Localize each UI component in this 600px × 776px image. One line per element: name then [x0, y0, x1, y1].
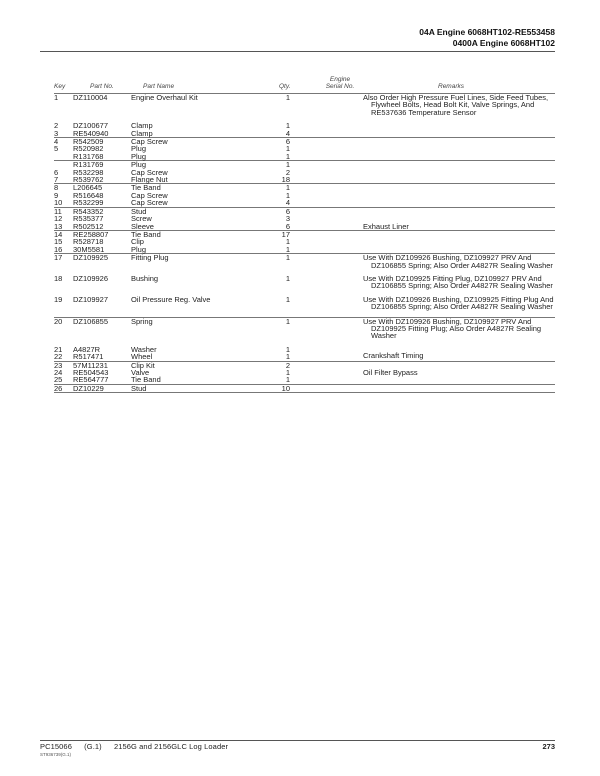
- serial-cell: [290, 238, 363, 245]
- parts-table: [54, 94, 555, 393]
- serial-cell: [290, 275, 363, 296]
- part-name-cell: Stud: [131, 206, 147, 216]
- part-no-cell: DZ100677: [73, 121, 109, 131]
- serial-cell: [290, 199, 363, 207]
- part-no-cell: RE540940: [73, 130, 131, 138]
- serial-cell: [290, 153, 363, 161]
- remarks-line: DZ106855 Spring; Also Order A4827R Sealing Washer: [371, 302, 553, 312]
- doc-id: PC15066: [40, 742, 72, 751]
- key-cell: 17: [54, 253, 63, 263]
- part-no-cell: R543352: [73, 206, 104, 216]
- part-name-cell: Valve: [131, 368, 150, 377]
- qty-cell: 10: [254, 384, 290, 392]
- qty-cell: 1: [254, 246, 290, 254]
- part-no-cell: R539762: [73, 176, 131, 184]
- table-row: [54, 176, 555, 184]
- remarks-cell: [363, 207, 555, 215]
- qty-cell: 1: [285, 121, 290, 131]
- serial-cell: [290, 384, 363, 392]
- qty-cell: 2: [285, 360, 290, 370]
- remarks-line: Flywheel Bolts, Head Bolt Kit, Valve Springs, And: [371, 100, 535, 110]
- table-row: [54, 369, 555, 376]
- part-name-cell: Oil Pressure Reg. Valve: [131, 296, 254, 317]
- part-name-cell: Plug: [131, 144, 147, 154]
- table-row: [54, 361, 555, 369]
- key-cell: 1: [54, 93, 59, 102]
- table-row: [54, 384, 555, 392]
- part-name-cell: Plug: [131, 160, 147, 170]
- qty-cell: 3: [285, 214, 290, 224]
- qty-cell: 1: [254, 153, 290, 161]
- key-cell: 12: [54, 214, 63, 224]
- key-cell: 22: [54, 353, 73, 361]
- part-no-cell: R131769: [73, 160, 104, 170]
- table-row: [54, 238, 555, 245]
- part-no-cell: DZ106855: [73, 316, 109, 326]
- key-cell: 15: [54, 237, 63, 247]
- part-name-cell: Stud: [131, 384, 254, 392]
- serial-cell: [290, 145, 363, 152]
- remarks-cell: [363, 138, 555, 146]
- part-no-cell: DZ109925: [73, 253, 109, 263]
- col-qty: Qty.: [279, 83, 291, 90]
- qty-cell: 1: [254, 376, 290, 384]
- part-name-cell: Tie Band: [131, 376, 254, 384]
- part-no-cell: R532298: [73, 167, 104, 177]
- serial-cell: [290, 296, 363, 317]
- serial-cell: [290, 215, 363, 222]
- qty-cell: 6: [285, 137, 290, 147]
- part-name-cell: Bushing: [131, 273, 159, 283]
- part-no-cell: DZ109926: [73, 273, 109, 283]
- qty-cell: 1: [285, 368, 290, 377]
- remarks-cell: [363, 153, 555, 161]
- serial-cell: [290, 317, 363, 346]
- table-row: [54, 215, 555, 222]
- key-cell: 13: [54, 223, 73, 231]
- part-name-cell: Wheel: [131, 353, 254, 361]
- part-no-cell: R516648: [73, 190, 104, 200]
- remarks-cell: [363, 275, 555, 296]
- serial-cell: [290, 230, 363, 238]
- serial-cell: [290, 169, 363, 176]
- qty-cell: 4: [254, 199, 290, 207]
- remarks-cell: [363, 369, 555, 376]
- remarks-line: Also Order High Pressure Fuel Lines, Side Feed Tubes,: [363, 93, 549, 102]
- remarks-line: DZ106855 Spring; Also Order A4827R Sealing Washer: [371, 281, 553, 291]
- key-cell: 9: [54, 190, 59, 200]
- part-no-cell: R528718: [73, 237, 104, 247]
- serial-cell: [290, 192, 363, 199]
- key-cell: 20: [54, 316, 63, 326]
- table-row: [54, 353, 555, 361]
- table-row: [54, 254, 555, 275]
- remarks-cell: [363, 238, 555, 245]
- table-row: [54, 296, 555, 317]
- part-name-cell: Spring: [131, 316, 153, 326]
- key-cell: 18: [54, 273, 63, 283]
- table-row: [54, 184, 555, 192]
- qty-cell: 1: [285, 93, 290, 102]
- remarks-cell: [363, 223, 555, 231]
- serial-cell: [290, 254, 363, 275]
- remarks-line: DZ109925 Fitting Plug; Also Order A4827R Sealing: [371, 323, 542, 333]
- part-no-cell: DZ110004: [73, 93, 108, 102]
- part-name-cell: Cap Screw: [131, 190, 168, 200]
- qty-cell: 17: [281, 229, 290, 239]
- part-no-cell: R131768: [73, 153, 131, 161]
- remarks-cell: [363, 296, 555, 317]
- table-row: [54, 223, 555, 231]
- remarks-line: RE537636 Temperature Sensor: [371, 107, 477, 117]
- qty-cell: 1: [254, 296, 290, 317]
- key-cell: 5: [54, 144, 59, 154]
- part-name-cell: Screw: [131, 214, 152, 224]
- table-row: [54, 153, 555, 161]
- part-no-cell: RE258807: [73, 229, 109, 239]
- remarks-cell: [363, 130, 555, 138]
- table-row: [54, 199, 555, 207]
- qty-cell: 1: [285, 183, 290, 193]
- key-cell: 8: [54, 183, 59, 193]
- part-name-cell: Cap Screw: [131, 167, 168, 177]
- part-no-cell: R535377: [73, 214, 104, 224]
- column-headers: [40, 72, 555, 92]
- remarks-line: Use With DZ109925 Fitting Plug, DZ109927 PRV And: [363, 273, 542, 283]
- serial-cell: [290, 346, 363, 353]
- key-cell: 16: [54, 246, 73, 254]
- page-footer: [40, 742, 238, 757]
- serial-cell: [290, 176, 363, 184]
- remarks-cell: [363, 176, 555, 184]
- col-key: Key: [54, 83, 66, 90]
- qty-cell: 1: [285, 237, 290, 247]
- part-name-cell: Plug: [131, 153, 254, 161]
- key-cell: 24: [54, 368, 63, 377]
- table-row: [54, 317, 555, 346]
- col-serial-line1: Engine: [329, 76, 351, 83]
- serial-cell: [290, 94, 363, 122]
- key-cell: 23: [54, 360, 63, 370]
- doc-sub-id: ST936739(G.1): [40, 752, 72, 757]
- part-name-cell: Flange Nut: [131, 176, 254, 184]
- qty-cell: 6: [285, 206, 290, 216]
- serial-cell: [290, 122, 363, 129]
- remarks-cell: [363, 199, 555, 207]
- part-no-cell: DZ10229: [73, 384, 131, 392]
- remarks-cell: [363, 192, 555, 199]
- table-row: [54, 130, 555, 138]
- table-row: [54, 145, 555, 152]
- part-name-cell: Cap Screw: [131, 199, 254, 207]
- table-row: [54, 169, 555, 176]
- key-cell: 25: [54, 376, 73, 384]
- qty-cell: 1: [285, 190, 290, 200]
- part-no-cell: L206645: [73, 183, 103, 193]
- table-row: [54, 138, 555, 146]
- qty-cell: 6: [254, 223, 290, 231]
- page-header: [419, 27, 555, 49]
- serial-cell: [290, 223, 363, 231]
- qty-cell: 1: [285, 253, 290, 263]
- table-row: [54, 275, 555, 296]
- remarks-cell: [363, 169, 555, 176]
- part-name-cell: Tie Band: [131, 229, 161, 239]
- key-cell: 10: [54, 199, 73, 207]
- table-row: [54, 192, 555, 199]
- part-name-cell: Sleeve: [131, 223, 254, 231]
- remarks-line: Crankshaft Timing: [363, 351, 424, 361]
- key-cell: 3: [54, 130, 73, 138]
- table-row: [54, 207, 555, 215]
- qty-cell: 4: [254, 130, 290, 138]
- key-cell: 7: [54, 176, 73, 184]
- key-cell: 14: [54, 229, 63, 239]
- qty-cell: 1: [254, 353, 290, 361]
- doc-title: 2156G and 2156GLC Log Loader: [113, 742, 229, 751]
- part-name-cell: Clip: [131, 237, 144, 247]
- remarks-line: Use With DZ109926 Bushing, DZ109927 PRV And: [363, 316, 532, 326]
- key-cell: 21: [54, 344, 63, 354]
- key-cell: 19: [54, 296, 73, 317]
- part-no-cell: R520982: [73, 144, 104, 154]
- header-line-2: 0400A Engine 6068HT102: [452, 38, 555, 48]
- col-part-name: Part Name: [143, 83, 175, 90]
- page-number: 273: [542, 742, 555, 751]
- remarks-cell: [363, 122, 555, 129]
- qty-cell: 1: [285, 316, 290, 326]
- key-cell: 11: [54, 206, 62, 216]
- serial-cell: [290, 184, 363, 192]
- serial-cell: [290, 376, 363, 384]
- qty-cell: 1: [285, 160, 290, 170]
- part-no-cell: A4827R: [73, 344, 101, 354]
- part-name-cell: Tie Band: [131, 183, 161, 193]
- remarks-line: Use With DZ109926 Bushing, DZ109925 Fitting Plug And: [363, 294, 554, 304]
- remarks-line: Use With DZ109926 Bushing, DZ109927 PRV And: [363, 253, 532, 263]
- serial-cell: [290, 353, 363, 361]
- col-serial-line2: Serial No.: [325, 83, 355, 90]
- part-name-cell: Plug: [131, 246, 254, 254]
- table-row: [54, 94, 555, 122]
- table-row: [54, 230, 555, 238]
- key-cell: 26: [54, 384, 73, 392]
- table-row: [54, 376, 555, 384]
- header-line-1: 04A Engine 6068HT102-RE553458: [419, 27, 555, 37]
- header-divider: [40, 51, 555, 52]
- remarks-cell: [363, 230, 555, 238]
- part-name-cell: Clip Kit: [131, 360, 155, 370]
- qty-cell: 1: [285, 344, 290, 354]
- remarks-line: DZ106855 Spring; Also Order A4827R Sealing Washer: [371, 260, 553, 270]
- part-name-cell: Clamp: [131, 121, 153, 131]
- part-name-cell: Fitting Plug: [131, 253, 169, 263]
- remarks-cell: [363, 184, 555, 192]
- qty-cell: 1: [285, 144, 290, 154]
- remarks-cell: [363, 254, 555, 275]
- remarks-line: Washer: [371, 331, 397, 341]
- part-no-cell: RE504543: [73, 368, 109, 377]
- table-row: [54, 161, 555, 169]
- serial-cell: [290, 138, 363, 146]
- key-cell: 6: [54, 167, 59, 177]
- serial-cell: [290, 130, 363, 138]
- qty-cell: 18: [254, 176, 290, 184]
- remarks-cell: [363, 384, 555, 392]
- part-no-cell: R502512: [73, 223, 131, 231]
- part-no-cell: 30M5581: [73, 246, 131, 254]
- remarks-line: Exhaust Liner: [363, 221, 409, 231]
- part-no-cell: R532299: [73, 199, 131, 207]
- key-cell: [54, 153, 73, 161]
- table-row: [54, 122, 555, 129]
- part-name-cell: Clamp: [131, 130, 254, 138]
- col-part-no: Part No.: [90, 83, 114, 90]
- part-no-cell: R542509: [73, 137, 104, 147]
- remarks-cell: [363, 94, 555, 122]
- qty-cell: 2: [285, 167, 290, 177]
- part-no-cell: 57M11231: [73, 360, 108, 370]
- serial-cell: [290, 161, 363, 169]
- remarks-cell: [363, 376, 555, 384]
- part-name-cell: Cap Screw: [131, 137, 168, 147]
- part-name-cell: Engine Overhaul Kit: [131, 93, 198, 102]
- remarks-cell: [363, 317, 555, 346]
- remarks-cell: [363, 353, 555, 361]
- footer-divider: [40, 740, 555, 741]
- serial-cell: [290, 207, 363, 215]
- serial-cell: [290, 361, 363, 369]
- doc-revision: (G.1): [84, 742, 102, 751]
- remarks-cell: [363, 145, 555, 152]
- remarks-line: Oil Filter Bypass: [363, 368, 418, 377]
- part-name-cell: Washer: [131, 344, 157, 354]
- footer-doc-line: [40, 742, 238, 751]
- key-cell: 4: [54, 137, 59, 147]
- serial-cell: [290, 369, 363, 376]
- part-no-cell: R517471: [73, 353, 131, 361]
- key-cell: 2: [54, 121, 59, 131]
- part-no-cell: RE564777: [73, 376, 131, 384]
- qty-cell: 1: [285, 273, 290, 283]
- col-remarks: Remarks: [438, 83, 465, 90]
- part-no-cell: DZ109927: [73, 296, 131, 317]
- col-engine-serial: [310, 76, 370, 90]
- serial-cell: [290, 246, 363, 254]
- remarks-cell: [363, 161, 555, 169]
